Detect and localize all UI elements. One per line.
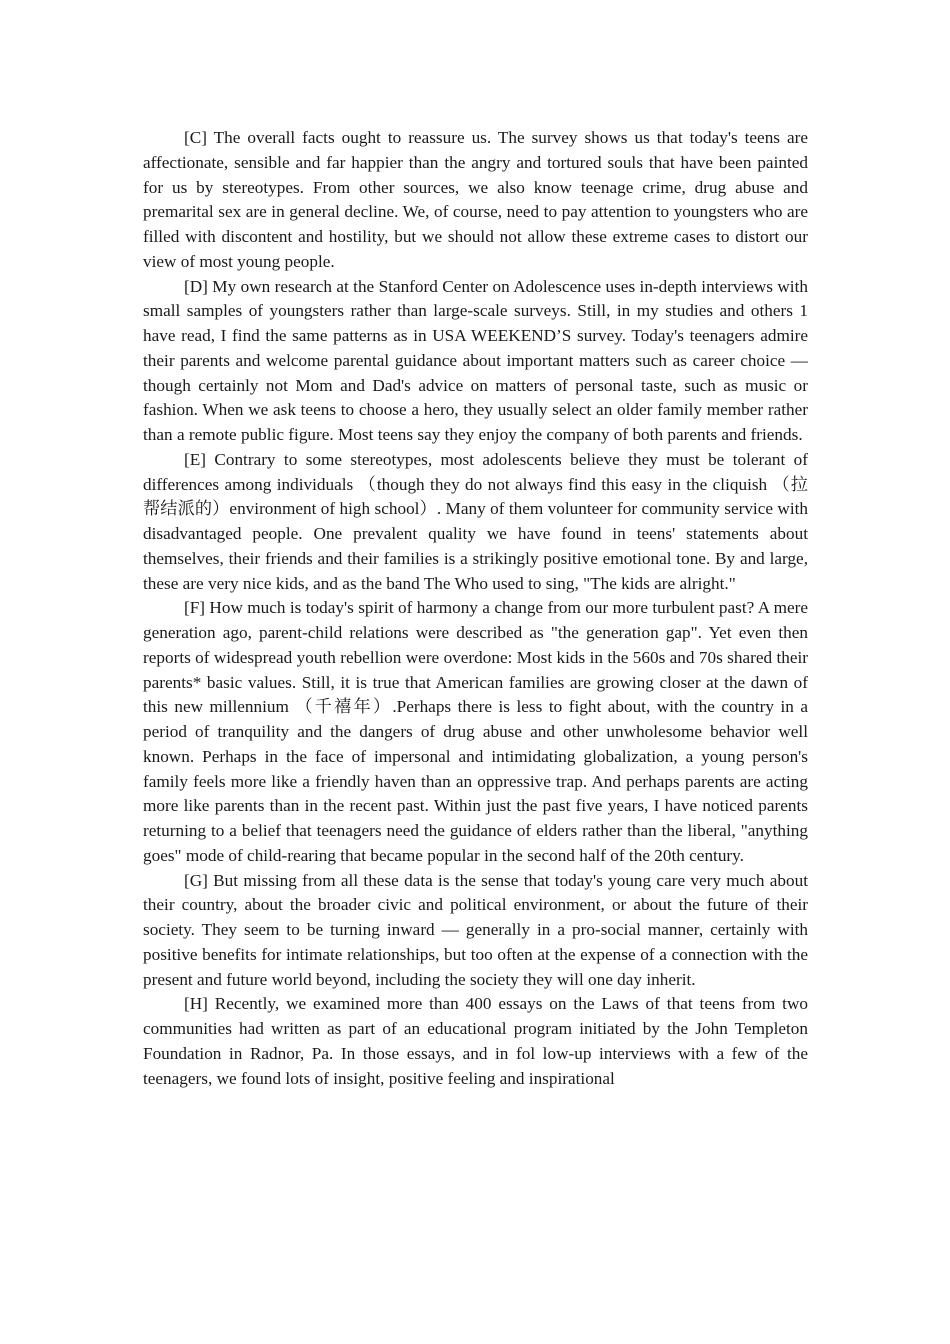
paragraph-d: [D] My own research at the Stanford Center on Adolescence uses in-depth interviews with small samples of youngsters rather than large-scale surveys. Still, in my studies and others 1 have read, I find the same patterns as in USA WEEKEND’S survey. Today's teenagers admire their parents and welcome parental guidance about important matters such as career choice — though certainly not Mom and Dad's advice on matters of personal taste, such as music or fashion. When we ask teens to choose a hero, they usually select an older family member rather than a remote public figure. Most teens say they enjoy the company of both parents and friends. bbox=[143, 276, 808, 444]
paragraph-g: [G] But missing from all these data is the sense that today's young care very much about their country, about the broader civic and political environment, or about the future of their society. They seem to be turning inward — generally in a pro-social manner, certainly with positive benefits for intimate relationships, but too often at the expense of a connection with the present and future world beyond, including the society they will one day inherit. bbox=[143, 870, 808, 989]
text-column bbox=[143, 126, 808, 1091]
paragraph-h: [H] Recently, we examined more than 400 essays on the Laws of that teens from two communities had written as part of an educational program initiated by the John Templeton Foundation in Radnor, Pa. In those essays, and in fol low-up interviews with a few of the teenagers, we found lots of insight, positive feeling and inspirational bbox=[143, 994, 808, 1088]
paragraph-e: [E] Contrary to some stereotypes, most adolescents believe they must be tolerant of differences among individuals （though they do not always find this easy in the cliquish （拉帮结派的）environment of high school）. Many of them volunteer for community service with disadvantaged people. One prevalent quality we have found in teens' statements about themselves, their friends and their families is a strikingly positive emotional tone. By and large, these are very nice kids, and as the band The Who used to sing, "The kids are alright." bbox=[143, 449, 808, 593]
paragraph-f: [F] How much is today's spirit of harmony a change from our more turbulent past? A mere generation ago, parent-child relations were described as "the generation gap". Yet even then reports of widespread youth rebellion were overdone: Most kids in the 560s and 70s shared their parents* basic values. Still, it is true that American families are growing closer at the dawn of this new millennium （千禧年）.Perhaps there is less to fight about, with the country in a period of tranquility and the dangers of drug abuse and other unwholesome behavior well known. Perhaps in the face of impersonal and intimidating globalization, a young person's family feels more like a friendly haven than an oppressive trap. And perhaps parents are acting more like parents than in the recent past. Within just the past five years, I have noticed parents returning to a belief that teenagers need the guidance of elders rather than the liberal, "anything goes" mode of child-rearing that became popular in the second half of the 20th century. bbox=[143, 598, 808, 865]
paragraph-c: [C] The overall facts ought to reassure us. The survey shows us that today's teens are affectionate, sensible and far happier than the angry and tortured souls that have been painted for us by stereotypes. From other sources, we also know teenage crime, drug abuse and premarital sex are in general decline. We, of course, need to pay attention to youngsters who are filled with discontent and hostility, but we should not allow these extreme cases to distort our view of most young people. bbox=[143, 128, 808, 271]
